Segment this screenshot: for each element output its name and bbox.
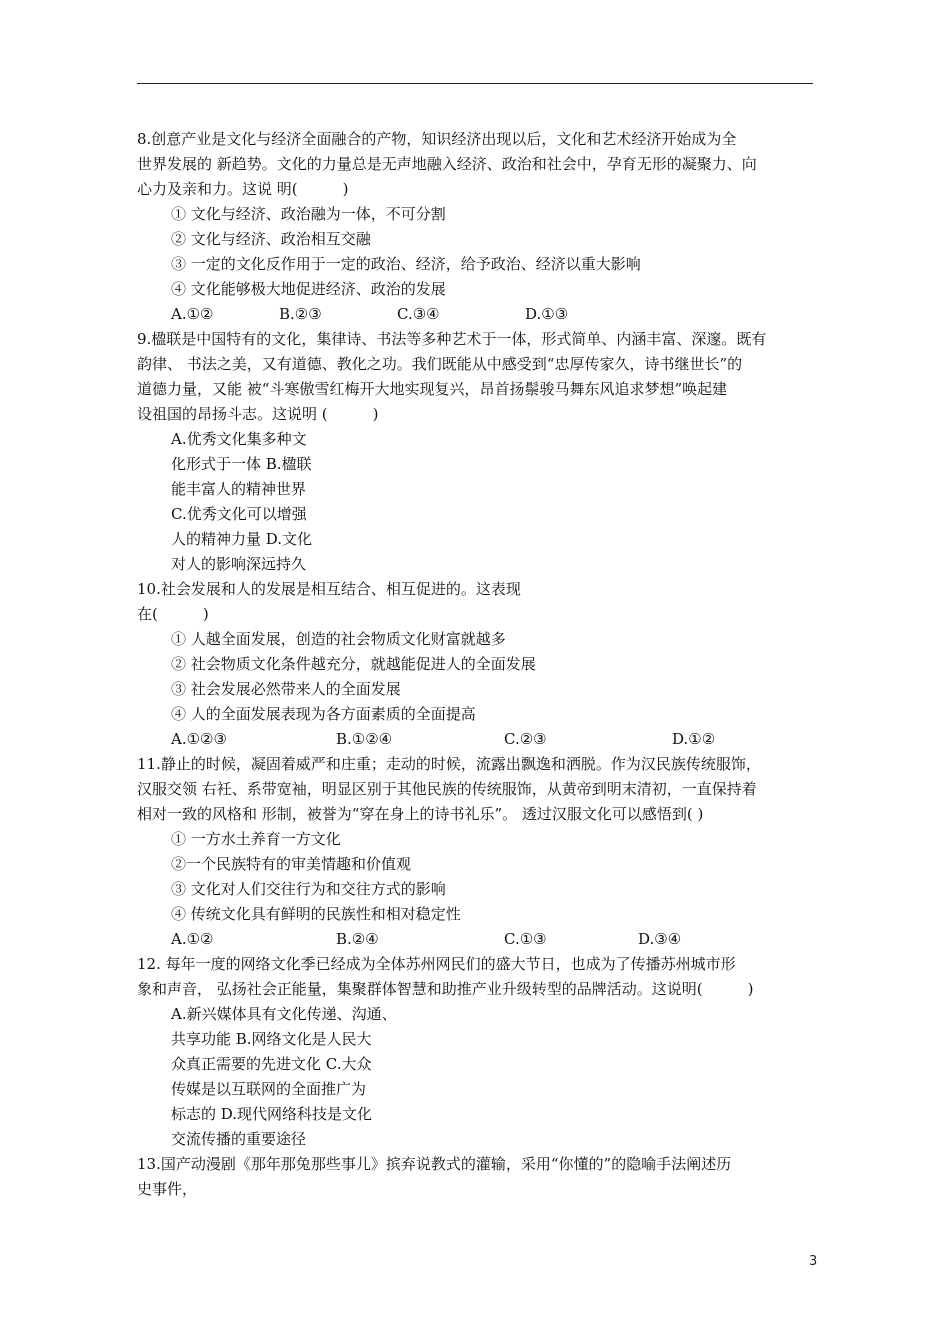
answer-option-line: 传媒是以互联网的全面推广为 bbox=[171, 1080, 367, 1098]
answer-statement: ③ 文化对人们交往行为和交往方式的影响 bbox=[171, 880, 446, 898]
option-a: A.①②③ bbox=[171, 730, 227, 748]
option-b: B.②③ bbox=[279, 305, 322, 323]
answer-statement: ④ 人的全面发展表现为各方面素质的全面提高 bbox=[171, 705, 476, 723]
answer-option-line: 对人的影响深远持久 bbox=[171, 555, 307, 573]
option-d: D.③④ bbox=[638, 930, 682, 948]
answer-statement: ① 一方水土养育一方文化 bbox=[171, 830, 341, 848]
question-8 bbox=[137, 127, 813, 327]
option-d: D.①② bbox=[672, 730, 716, 748]
option-b: B.②④ bbox=[336, 930, 379, 948]
answer-option-line: 人的精神力量 D.文化 bbox=[171, 530, 313, 548]
question-11 bbox=[137, 752, 813, 952]
answer-options bbox=[137, 302, 813, 327]
answer-statement: ④ 传统文化具有鲜明的民族性和相对稳定性 bbox=[171, 905, 461, 923]
question-13 bbox=[137, 1152, 813, 1202]
question-stem-line: 11.静止的时候，凝固着威严和庄重；走动的时候，流露出飘逸和洒脱。作为汉民族传统服饰， bbox=[137, 755, 761, 773]
question-stem-line: 设祖国的昂扬斗志。这说明 ( ) bbox=[137, 405, 379, 423]
answer-option-line: 能丰富人的精神世界 bbox=[171, 480, 307, 498]
question-stem-line: 相对一致的风格和 形制，被誉为“穿在身上的诗书礼乐”。 透过汉服文化可以感悟到( ) bbox=[137, 805, 704, 823]
answer-statement: ③ 社会发展必然带来人的全面发展 bbox=[171, 680, 401, 698]
question-stem-line: 9.楹联是中国特有的文化，集律诗、书法等多种艺术于一体，形式简单、内涵丰富、深邃。既有 bbox=[137, 330, 767, 348]
answer-option-line: 标志的 D.现代网络科技是文化 bbox=[171, 1105, 373, 1123]
option-a: A.①② bbox=[171, 930, 214, 948]
question-stem-line: 汉服交领 右衽、系带宽袖，明显区别于其他民族的传统服饰，从黄帝到明末清初，一直保持着 bbox=[137, 780, 757, 798]
question-10 bbox=[137, 577, 813, 752]
option-c: C.②③ bbox=[504, 730, 547, 748]
answer-statement: ④ 文化能够极大地促进经济、政治的发展 bbox=[171, 280, 446, 298]
answer-options bbox=[137, 727, 813, 752]
question-stem-line: 10.社会发展和人的发展是相互结合、相互促进的。这表现 bbox=[137, 580, 521, 598]
question-stem-line: 8.创意产业是文化与经济全面融合的产物，知识经济出现以后，文化和艺术经济开始成为全 bbox=[137, 130, 737, 148]
header-rule bbox=[137, 83, 813, 84]
question-stem-line: 在( ) bbox=[137, 605, 209, 623]
question-list bbox=[137, 127, 813, 1202]
question-stem-line: 象和声音， 弘扬社会正能量，集聚群体智慧和助推产业升级转型的品牌活动。这说明( ) bbox=[137, 980, 754, 998]
option-a: A.①② bbox=[171, 305, 214, 323]
answer-option-line: C.优秀文化可以增强 bbox=[171, 505, 307, 523]
question-stem-line: 13.国产动漫剧《那年那兔那些事儿》摈弃说教式的灌输，采用“你懂的”的隐喻手法阐述历 bbox=[137, 1155, 732, 1173]
answer-statement: ②一个民族特有的审美情趣和价值观 bbox=[171, 855, 412, 873]
question-stem-line: 世界发展的 新趋势。文化的力量总是无声地融入经济、政治和社会中，孕育无形的凝聚力、向 bbox=[137, 155, 757, 173]
question-12 bbox=[137, 952, 813, 1152]
answer-statement: ② 社会物质文化条件越充分，就越能促进人的全面发展 bbox=[171, 655, 536, 673]
answer-option-line: 共享功能 B.网络文化是人民大 bbox=[171, 1030, 372, 1048]
question-9 bbox=[137, 327, 813, 577]
answer-option-line: A.新兴媒体具有文化传递、沟通、 bbox=[171, 1005, 397, 1023]
answer-option-line: 化形式于一体 B.楹联 bbox=[171, 455, 312, 473]
page-number: 3 bbox=[809, 1254, 818, 1269]
question-stem-line: 12. 每年一度的网络文化季已经成为全体苏州网民们的盛大节日，也成为了传播苏州城市形 bbox=[137, 955, 736, 973]
option-b: B.①②④ bbox=[336, 730, 393, 748]
option-d: D.①③ bbox=[525, 305, 569, 323]
answer-option-line: A.优秀文化集多种文 bbox=[171, 430, 307, 448]
answer-statement: ③ 一定的文化反作用于一定的政治、经济，给予政治、经济以重大影响 bbox=[171, 255, 641, 273]
answer-options bbox=[137, 927, 813, 952]
answer-statement: ① 人越全面发展，创造的社会物质文化财富就越多 bbox=[171, 630, 506, 648]
answer-statement: ① 文化与经济、政治融为一体，不可分割 bbox=[171, 205, 446, 223]
question-stem-line: 心力及亲和力。这说 明( ) bbox=[137, 180, 349, 198]
option-c: C.③④ bbox=[397, 305, 440, 323]
question-stem-line: 史事件， bbox=[137, 1180, 198, 1198]
answer-option-line: 交流传播的重要途径 bbox=[171, 1130, 307, 1148]
answer-statement: ② 文化与经济、政治相互交融 bbox=[171, 230, 371, 248]
question-stem-line: 韵律、 书法之美，又有道德、教化之功。我们既能从中感受到“忠厚传家久，诗书继世长”的 bbox=[137, 355, 743, 373]
question-stem-line: 道德力量，又能 被“斗寒傲雪红梅开大地实现复兴，昂首扬鬃骏马舞东风追求梦想”唤起建 bbox=[137, 380, 728, 398]
answer-option-line: 众真正需要的先进文化 C.大众 bbox=[171, 1055, 372, 1073]
option-c: C.①③ bbox=[504, 930, 547, 948]
